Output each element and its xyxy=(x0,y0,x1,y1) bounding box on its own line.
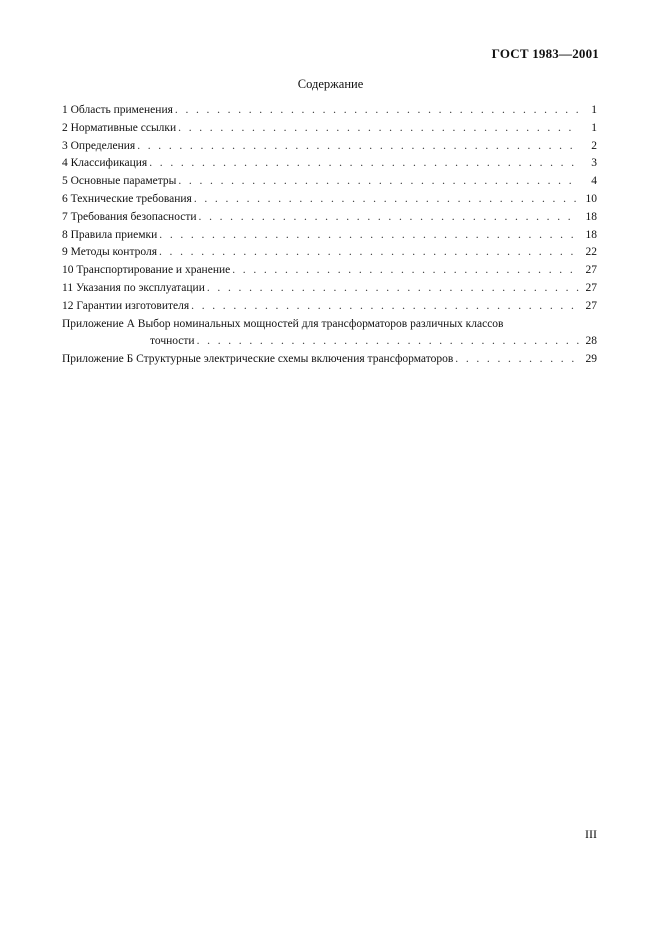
dot-leader xyxy=(159,244,579,262)
dot-leader xyxy=(232,262,579,280)
toc-entry xyxy=(62,351,597,369)
toc-entry xyxy=(62,209,597,227)
dot-leader xyxy=(197,333,579,351)
dot-leader xyxy=(175,102,579,120)
dot-leader xyxy=(194,191,579,209)
dot-leader xyxy=(199,209,579,227)
toc-entry-page: 28 xyxy=(585,335,597,348)
toc-entry xyxy=(62,244,597,262)
page-number: III xyxy=(585,827,597,841)
appendix-a-title-continued: точности xyxy=(150,335,195,348)
toc-entry-page: 2 xyxy=(591,139,597,152)
dot-leader xyxy=(191,298,579,316)
dot-leader xyxy=(207,280,579,298)
toc-entry xyxy=(62,262,597,280)
toc-title: Содержание xyxy=(297,77,364,91)
toc-entry xyxy=(62,138,597,156)
toc-entry xyxy=(62,333,597,351)
toc-entry-page: 10 xyxy=(585,192,597,205)
toc-entry-label: 8 Правила приемки xyxy=(62,228,158,241)
dot-leader xyxy=(178,120,579,138)
toc-entry xyxy=(62,120,597,138)
toc-entry-page: 1 xyxy=(591,121,597,134)
toc-entry-label: 5 Основные параметры xyxy=(62,175,177,188)
dot-leader xyxy=(455,351,579,369)
toc-entry xyxy=(62,155,597,173)
toc-entry-label: 7 Требования безопасности xyxy=(62,210,197,223)
toc-entry-label: 4 Классификация xyxy=(62,157,148,170)
dot-leader xyxy=(159,227,579,245)
toc-entry-page: 22 xyxy=(585,246,597,259)
toc-entry-page: 1 xyxy=(591,104,597,116)
toc-entry xyxy=(62,173,597,191)
toc-entry-page: 27 xyxy=(585,264,597,277)
toc-entry-label: 3 Определения xyxy=(62,139,136,152)
toc-entry-page: 27 xyxy=(585,281,597,294)
toc-entry-label: 10 Транспортирование и хранение xyxy=(62,264,231,277)
document-code: ГОСТ 1983—2001 xyxy=(491,46,599,61)
toc-entry xyxy=(62,227,597,245)
table-of-contents xyxy=(62,102,597,369)
toc-entry-label: 6 Технические требования xyxy=(62,192,192,205)
toc-entry xyxy=(62,191,597,209)
appendix-b-title: Приложение Б Структурные электрические схемы включения трансформаторов xyxy=(62,353,454,366)
appendix-a-title: Приложение А Выбор номинальных мощностей для трансформаторов различных классов xyxy=(62,317,504,330)
toc-entry xyxy=(62,102,597,120)
toc-entry-page: 29 xyxy=(585,353,597,366)
toc-entry-label: 11 Указания по эксплуатации xyxy=(62,281,205,294)
toc-entry-label: 9 Методы контроля xyxy=(62,246,157,259)
toc-entry xyxy=(62,280,597,298)
toc-entry-page: 27 xyxy=(585,299,597,312)
toc-entry-page: 4 xyxy=(591,175,597,188)
toc-entry xyxy=(62,298,597,316)
toc-entry-page: 18 xyxy=(585,228,597,241)
dot-leader xyxy=(178,173,579,191)
dot-leader xyxy=(149,155,579,173)
toc-entry-label: 12 Гарантии изготовителя xyxy=(62,299,190,312)
dot-leader xyxy=(137,138,579,156)
toc-entry-page: 3 xyxy=(591,157,597,170)
toc-entry-label: 2 Нормативные ссылки xyxy=(62,121,177,134)
toc-entry-label: 1 Область применения xyxy=(62,104,173,116)
toc-entry-page: 18 xyxy=(585,210,597,223)
